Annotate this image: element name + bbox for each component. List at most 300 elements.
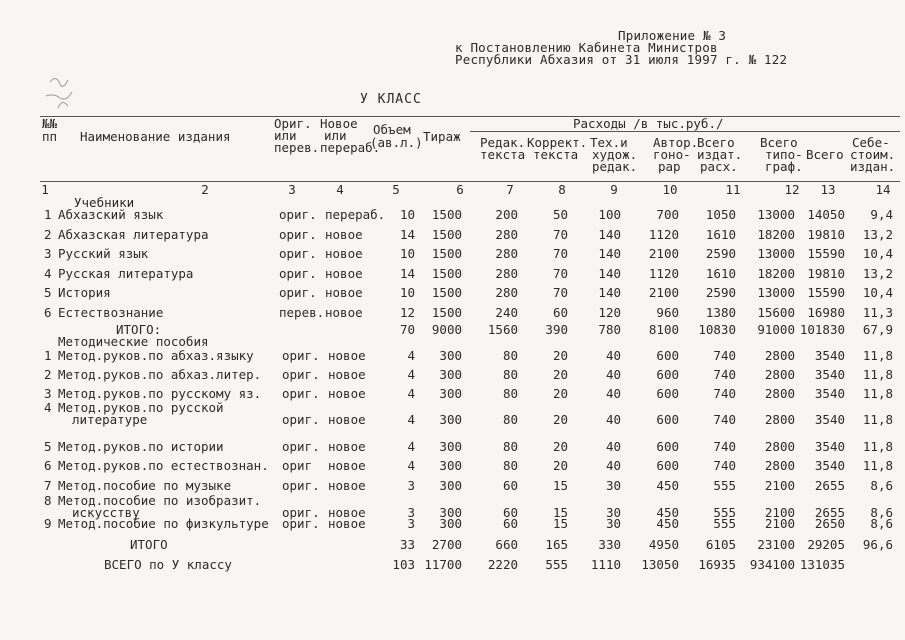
row-cell-tir: 1500 [431,304,462,320]
row-cell-vs: 3540 [814,348,845,363]
header-new: Новое [320,116,358,131]
header-editing-2: текста [480,147,526,162]
row-cell-avt: 1120 [648,226,679,242]
header-name: Наименование издания [80,129,231,144]
row-title: История [58,285,111,300]
row-cell-kor: 60 [552,304,568,320]
class-title: У КЛАСС [360,92,422,107]
header-tech-art-2: худож. [592,147,638,162]
row-cell-kor: 70 [552,265,568,281]
header-num-2: пп [42,129,58,144]
row-cell-tex: 40 [605,367,621,382]
row-cell-red: 240 [495,304,518,320]
row-number: 1 [44,207,52,222]
row-number: 6 [44,458,52,473]
row-cell-avt: 2100 [648,285,679,300]
row-new: новое [328,505,366,520]
row-cell-vs: 2650 [814,516,845,531]
column-number: 11 [725,182,741,197]
table-top-rule [40,116,900,117]
row-cell-red: 200 [495,207,518,222]
row-cell-kor: 20 [552,439,568,454]
row-cell-seb: 13,2 [862,226,893,242]
row-original: ориг. [279,226,317,242]
row-cell-avt: 700 [656,207,679,222]
subtotal-cell-vs: 101830 [799,322,845,337]
row-original: ориг. [282,516,320,531]
row-title: Метод.руков.по абхаз.литер. [58,367,262,382]
row-number: 5 [44,285,52,300]
row-cell-vol: 10 [399,207,415,222]
row-cell-red: 80 [502,458,518,473]
row-number: 3 [44,246,52,261]
row-cell-avt: 600 [656,412,679,427]
row-cell-vs: 16980 [807,304,845,320]
row-title: Метод.руков.по русской [58,400,224,415]
row-cell-seb: 11,8 [862,367,893,382]
row-title: Метод.руков.по абхаз.языку [58,348,254,363]
row-original: ориг [282,458,313,473]
grand-total-label: ВСЕГО по У классу [104,557,232,572]
row-cell-tir: 300 [439,412,462,427]
row-cell-vtg: 2100 [764,478,795,493]
column-number: 9 [610,182,618,197]
subtotal-cell-avt: 8100 [648,322,679,337]
row-cell-vol: 10 [399,246,415,261]
row-cell-avt: 600 [656,367,679,382]
row-cell-tex: 140 [598,265,621,281]
row-cell-vol: 4 [407,348,415,363]
row-cell-tex: 30 [605,505,621,520]
row-cell-kor: 20 [552,386,568,401]
row-cell-tir: 1500 [431,246,462,261]
row-cell-vol: 14 [399,226,415,242]
row-cell-vol: 4 [407,458,415,473]
header-royalty-3: рар [658,159,681,174]
row-title: Абхазский язык [58,207,164,222]
row-cell-tir: 1500 [431,285,462,300]
header-volume: Объем [373,122,411,137]
row-cell-vs: 15590 [807,285,845,300]
row-cell-vsi: 1380 [705,304,736,320]
grand-total-cell-avt: 13050 [641,557,679,572]
row-new: новое [325,265,363,281]
row-cell-seb: 11,8 [862,458,893,473]
row-cell-avt: 600 [656,439,679,454]
row-title: Метод.руков.по истории [58,439,224,454]
header-royalty: Автор. [653,135,699,150]
subtotal-cell-vs: 29205 [807,537,845,552]
row-new: новое [325,226,363,242]
subtotal-cell-kor: 165 [545,537,568,552]
row-cell-tex: 40 [605,412,621,427]
row-cell-vol: 3 [407,505,415,520]
row-cell-vtg: 2800 [764,458,795,473]
row-cell-vtg: 13000 [757,207,795,222]
row-cell-red: 80 [502,348,518,363]
row-cell-vtg: 2800 [764,412,795,427]
row-title: Метод.пособие по изобразит. [58,493,262,508]
subtotal-cell-tir: 2700 [431,537,462,552]
row-cell-red: 280 [495,265,518,281]
row-cell-tir: 300 [439,439,462,454]
row-cell-avt: 600 [656,458,679,473]
header-orig: Ориг. [274,116,312,131]
header-grand-total: Всего [806,147,844,162]
row-cell-tir: 300 [439,348,462,363]
row-cell-vtg: 2800 [764,439,795,454]
header-editing: Редак. [480,135,526,150]
subtotal-cell-tir: 9000 [431,322,462,337]
header-cost-3: издан. [850,159,896,174]
row-title-continued: искусству [72,505,140,520]
row-cell-vol: 4 [407,439,415,454]
column-number: 5 [392,182,400,197]
row-cell-tex: 30 [605,478,621,493]
subtotal-cell-vtg: 23100 [757,537,795,552]
subtotal-cell-vol: 33 [399,537,415,552]
row-new: новое [328,478,366,493]
row-cell-tex: 30 [605,516,621,531]
grand-total-cell-tir: 11700 [424,557,462,572]
row-number: 4 [44,265,52,281]
row-cell-red: 280 [495,285,518,300]
resolution-line: к Постановлению Кабинета Министров [455,40,718,55]
row-new: новое [328,348,366,363]
row-cell-avt: 450 [656,516,679,531]
row-cell-avt: 1120 [648,265,679,281]
row-cell-tir: 300 [439,458,462,473]
row-cell-tir: 300 [439,386,462,401]
row-title: Абхазская литература [58,226,209,242]
row-cell-avt: 2100 [648,246,679,261]
subtotal-cell-vol: 70 [399,322,415,337]
row-cell-kor: 20 [552,367,568,382]
row-cell-vsi: 1050 [705,207,736,222]
row-original: ориг. [282,505,320,520]
row-cell-vtg: 18200 [757,226,795,242]
row-cell-vs: 19810 [807,226,845,242]
handwritten-mark [40,70,95,115]
row-cell-red: 60 [502,516,518,531]
header-total-publishing-2: издат. [697,147,743,162]
row-cell-vtg: 2800 [764,386,795,401]
row-original: ориг. [282,412,320,427]
row-cell-vsi: 555 [713,505,736,520]
row-cell-vs: 14050 [807,207,845,222]
row-cell-vsi: 2590 [705,246,736,261]
row-cell-vs: 3540 [814,458,845,473]
subtotal-label: ИТОГО: [116,322,162,337]
row-cell-red: 80 [502,439,518,454]
column-number: 1 [41,182,49,197]
row-cell-kor: 50 [552,207,568,222]
row-cell-red: 80 [502,367,518,382]
header-orig-3: перев. [274,140,320,155]
row-title-continued: литературе [72,412,148,427]
row-cell-avt: 960 [656,304,679,320]
row-cell-red: 60 [502,478,518,493]
row-original: перев. [279,304,325,320]
column-number: 13 [820,182,836,197]
row-cell-red: 280 [495,246,518,261]
grand-total-cell-vol: 103 [392,557,415,572]
row-new: новое [325,246,363,261]
row-cell-kor: 20 [552,458,568,473]
row-cell-seb: 11,8 [862,412,893,427]
row-cell-vs: 3540 [814,439,845,454]
row-number: 4 [44,400,52,415]
row-cell-vsi: 740 [713,348,736,363]
column-number: 2 [201,182,209,197]
row-original: ориг. [279,246,317,261]
row-cell-kor: 20 [552,348,568,363]
row-cell-vtg: 2800 [764,348,795,363]
header-new-2: или [324,128,347,143]
row-cell-kor: 15 [552,516,568,531]
row-cell-tir: 1500 [431,207,462,222]
row-cell-kor: 70 [552,285,568,300]
row-number: 6 [44,304,52,320]
subtotal-cell-kor: 390 [545,322,568,337]
row-cell-tex: 140 [598,226,621,242]
republic-date-line: Республики Абхазия от 31 июля 1997 г. № 122 [455,52,788,67]
header-total-publishing-3: расх. [700,159,738,174]
subtotal-cell-vsi: 6105 [705,537,736,552]
row-cell-tir: 300 [439,505,462,520]
row-cell-vs: 15590 [807,246,845,261]
row-cell-seb: 11,8 [862,439,893,454]
row-cell-vsi: 740 [713,439,736,454]
grand-total-cell-tex: 1110 [590,557,621,572]
row-cell-vol: 3 [407,478,415,493]
header-cost: Себе- [852,135,890,150]
header-print-run: Тираж [423,129,461,144]
row-cell-red: 60 [502,505,518,520]
row-cell-tir: 300 [439,478,462,493]
row-cell-tex: 100 [598,207,621,222]
row-cell-tir: 300 [439,367,462,382]
column-number: 14 [875,182,891,197]
row-cell-tex: 40 [605,386,621,401]
row-original: ориг. [279,265,317,281]
row-cell-vol: 4 [407,412,415,427]
row-new: новое [328,439,366,454]
row-original: ориг. [282,478,320,493]
row-new: новое [328,367,366,382]
subtotal-cell-tex: 780 [598,322,621,337]
row-cell-vsi: 555 [713,478,736,493]
row-cell-kor: 20 [552,412,568,427]
section-textbooks: Учебники [74,195,135,210]
section-methodical: Методические пособия [58,334,209,349]
row-number: 9 [44,516,52,531]
row-cell-red: 80 [502,386,518,401]
row-title: Русская литература [58,265,194,281]
row-title: Русский язык [58,246,149,261]
column-number: 4 [336,182,344,197]
subtotal-cell-red: 660 [495,537,518,552]
row-cell-vol: 4 [407,367,415,382]
header-proofreading: Коррект. [527,135,588,150]
expenses-rule [470,131,900,132]
row-cell-vtg: 18200 [757,265,795,281]
row-cell-seb: 9,4 [870,207,893,222]
row-title: Метод.пособие по музыке [58,478,232,493]
row-cell-vsi: 740 [713,386,736,401]
subtotal-cell-vsi: 10830 [698,322,736,337]
header-total-printing-2: типо- [765,147,803,162]
row-cell-vsi: 2590 [705,285,736,300]
row-original: ориг. [282,348,320,363]
row-cell-vs: 19810 [807,265,845,281]
grand-total-cell-red: 2220 [487,557,518,572]
row-new: новое [328,412,366,427]
row-cell-kor: 15 [552,505,568,520]
row-original: ориг. [282,367,320,382]
row-cell-vs: 2655 [814,505,845,520]
row-cell-red: 280 [495,226,518,242]
subtotal-cell-tex: 330 [598,537,621,552]
header-expenses: Расходы /в тыс.руб./ [573,116,724,131]
header-new-3: перераб. [320,140,381,155]
header-cost-2: стоим. [850,147,896,162]
row-cell-seb: 11,3 [862,304,893,320]
row-cell-vs: 2655 [814,478,845,493]
row-cell-tex: 120 [598,304,621,320]
row-number: 5 [44,439,52,454]
header-num: №№ [42,116,58,131]
row-cell-tex: 140 [598,285,621,300]
row-cell-seb: 8,6 [870,516,893,531]
column-number: 3 [288,182,296,197]
subtotal-cell-red: 1560 [487,322,518,337]
row-cell-vs: 3540 [814,367,845,382]
row-number: 2 [44,367,52,382]
row-new: новое [325,304,363,320]
subtotal-label: ИТОГО [130,537,168,552]
row-cell-avt: 450 [656,505,679,520]
row-title: Метод.пособие по физкультуре [58,516,269,531]
subtotal-cell-avt: 4950 [648,537,679,552]
row-original: ориг. [279,207,317,222]
row-cell-seb: 13,2 [862,265,893,281]
row-cell-seb: 11,8 [862,386,893,401]
row-new: перераб. [325,207,386,222]
subtotal-cell-vtg: 91000 [757,322,795,337]
row-number: 7 [44,478,52,493]
row-cell-vtg: 13000 [757,246,795,261]
row-cell-tex: 40 [605,458,621,473]
header-total-printing-3: граф. [765,159,803,174]
row-cell-vtg: 2800 [764,367,795,382]
row-title: Естествознание [58,304,164,320]
grand-total-cell-vsi: 16935 [698,557,736,572]
row-original: ориг. [282,439,320,454]
row-cell-vol: 10 [399,285,415,300]
row-cell-vsi: 740 [713,367,736,382]
row-cell-avt: 450 [656,478,679,493]
row-cell-vsi: 1610 [705,226,736,242]
row-title: Метод.руков.по русскому яз. [58,386,262,401]
column-number: 6 [456,182,464,197]
row-cell-seb: 8,6 [870,478,893,493]
grand-total-cell-kor: 555 [545,557,568,572]
row-cell-tir: 1500 [431,265,462,281]
header-total-printing: Всего [760,135,798,150]
row-cell-tir: 1500 [431,226,462,242]
row-cell-vsi: 740 [713,458,736,473]
row-cell-kor: 70 [552,226,568,242]
row-number: 3 [44,386,52,401]
row-cell-seb: 8,6 [870,505,893,520]
row-cell-vsi: 740 [713,412,736,427]
header-tech-art: Тех.и [590,135,628,150]
row-original: ориг. [282,386,320,401]
header-bottom-rule [40,181,900,182]
row-cell-vtg: 15600 [757,304,795,320]
subtotal-cell-seb: 67,9 [862,322,893,337]
row-cell-tex: 40 [605,348,621,363]
header-royalty-2: гоно- [653,147,691,162]
row-cell-kor: 15 [552,478,568,493]
row-cell-vs: 3540 [814,412,845,427]
column-number: 10 [662,182,678,197]
row-cell-vol: 3 [407,516,415,531]
row-cell-seb: 10,4 [862,246,893,261]
row-new: новое [325,285,363,300]
header-total-publishing: Всего [697,135,735,150]
row-cell-vsi: 555 [713,516,736,531]
row-cell-tex: 140 [598,246,621,261]
row-new: новое [328,386,366,401]
row-cell-avt: 600 [656,386,679,401]
row-cell-tex: 40 [605,439,621,454]
row-cell-vol: 12 [399,304,415,320]
row-cell-seb: 11,8 [862,348,893,363]
row-cell-vol: 4 [407,386,415,401]
header-volume-2: (ав.л.) [370,135,423,150]
row-cell-red: 80 [502,412,518,427]
grand-total-cell-vs: 131035 [799,557,845,572]
row-new: новое [328,516,366,531]
row-cell-avt: 600 [656,348,679,363]
row-number: 8 [44,493,52,508]
column-number: 7 [506,182,514,197]
appendix-number: Приложение № 3 [618,28,727,43]
row-cell-tir: 300 [439,516,462,531]
row-cell-kor: 70 [552,246,568,261]
row-cell-vol: 14 [399,265,415,281]
header-proofreading-2: текста [533,147,579,162]
header-orig-2: или [274,128,297,143]
row-original: ориг. [279,285,317,300]
subtotal-cell-seb: 96,6 [862,537,893,552]
row-number: 1 [44,348,52,363]
row-cell-vtg: 2100 [764,505,795,520]
header-tech-art-3: редак. [592,159,638,174]
column-number: 12 [784,182,800,197]
row-cell-seb: 10,4 [862,285,893,300]
row-new: новое [328,458,366,473]
row-cell-vtg: 2100 [764,516,795,531]
row-cell-vs: 3540 [814,386,845,401]
row-number: 2 [44,226,52,242]
grand-total-cell-vtg: 934100 [749,557,795,572]
column-number: 8 [558,182,566,197]
row-cell-vsi: 1610 [705,265,736,281]
row-cell-vtg: 13000 [757,285,795,300]
